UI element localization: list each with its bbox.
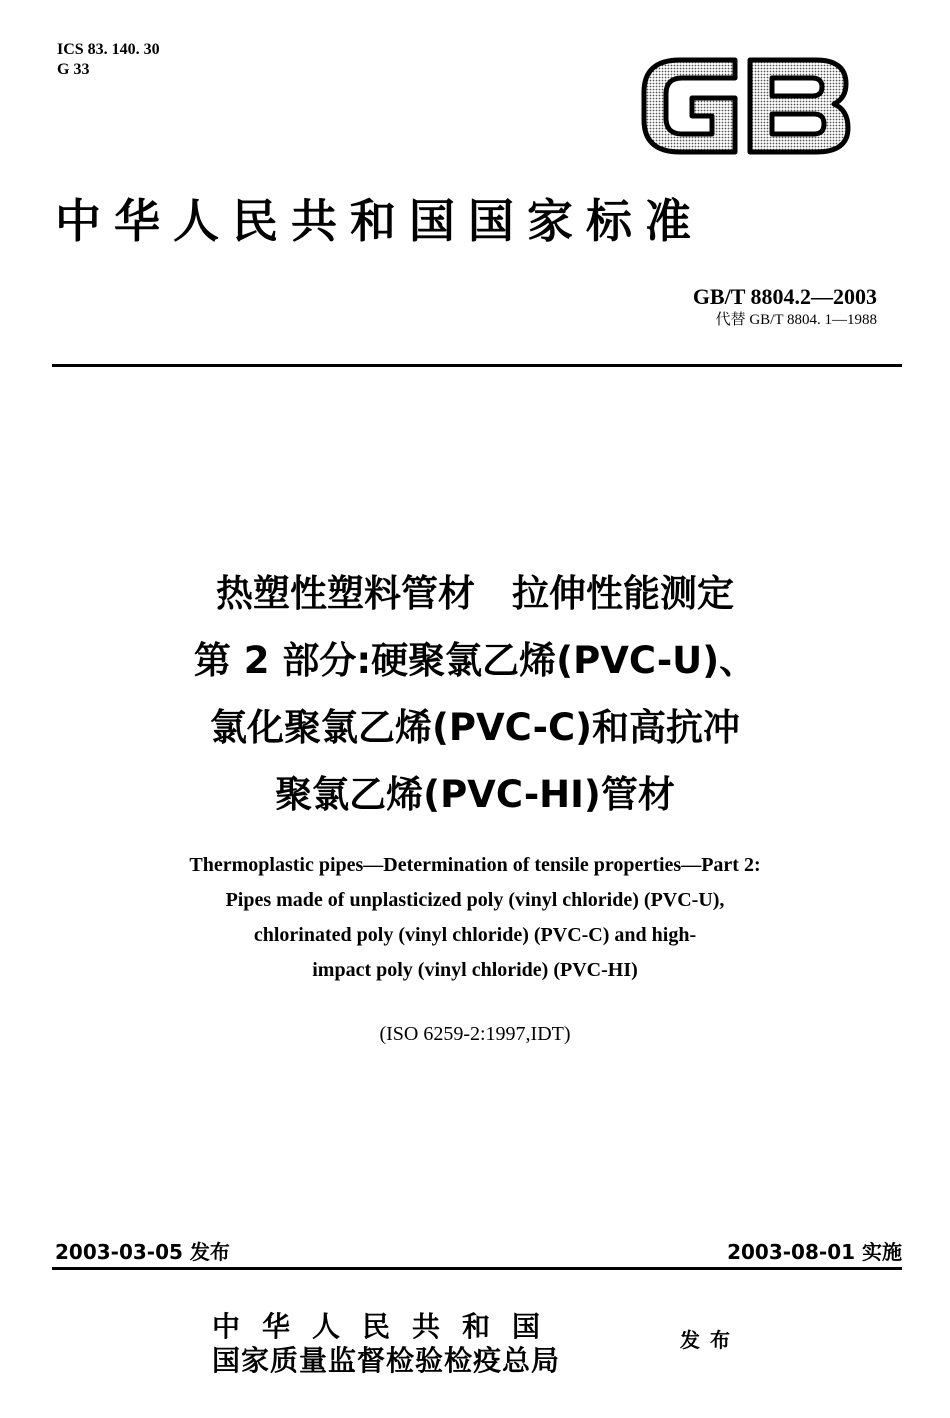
publish-date: 2003-03-05 发布 (55, 1240, 230, 1264)
classification-codes (57, 40, 160, 80)
chinese-title (0, 560, 950, 828)
bottom-divider (52, 1267, 902, 1270)
iso-reference: (ISO 6259-2:1997,IDT) (379, 1023, 571, 1045)
standard-number: GB/T 8804.2—2003 (692, 284, 877, 309)
national-standard-title: 中华人民共和国国家标准 (55, 194, 704, 248)
issue-action: 发布 (680, 1328, 740, 1352)
ics-code: ICS 83. 140. 30 (57, 41, 160, 58)
issuer-administration: 国家质量监督检验检疫总局 (212, 1344, 561, 1377)
chinese-title-line: 聚氯乙烯(PVC-HI)管材 (275, 773, 675, 816)
implementation-date: 2003-08-01 实施 (727, 1240, 902, 1264)
replaces-standard: 代替 GB/T 8804. 1—1988 (715, 312, 877, 328)
top-divider (52, 364, 902, 367)
chinese-title-line: 氯化聚氯乙烯(PVC-C)和高抗冲 (209, 706, 741, 749)
english-title-line: impact poly (vinyl chloride) (PVC-HI) (312, 959, 638, 981)
english-title-line: Thermoplastic pipes—Determination of tensile properties—Part 2: (189, 854, 761, 876)
standard-number-block (693, 284, 877, 330)
chinese-title-line: 热塑性塑料管材 拉伸性能测定 (216, 572, 734, 615)
english-title (0, 848, 950, 988)
english-title-line: chlorinated poly (vinyl chloride) (PVC-C) and high- (253, 924, 697, 946)
issuer-country: 中华人民共和国 (212, 1310, 563, 1343)
issuing-authority (212, 1310, 562, 1378)
chinese-title-line: 第 2 部分:硬聚氯乙烯(PVC-U)、 (193, 639, 757, 682)
english-title-line: Pipes made of unplasticized poly (vinyl chloride) (PVC-U), (225, 889, 725, 911)
ccs-code: G 33 (57, 61, 90, 78)
gb-logo-icon (640, 52, 852, 160)
